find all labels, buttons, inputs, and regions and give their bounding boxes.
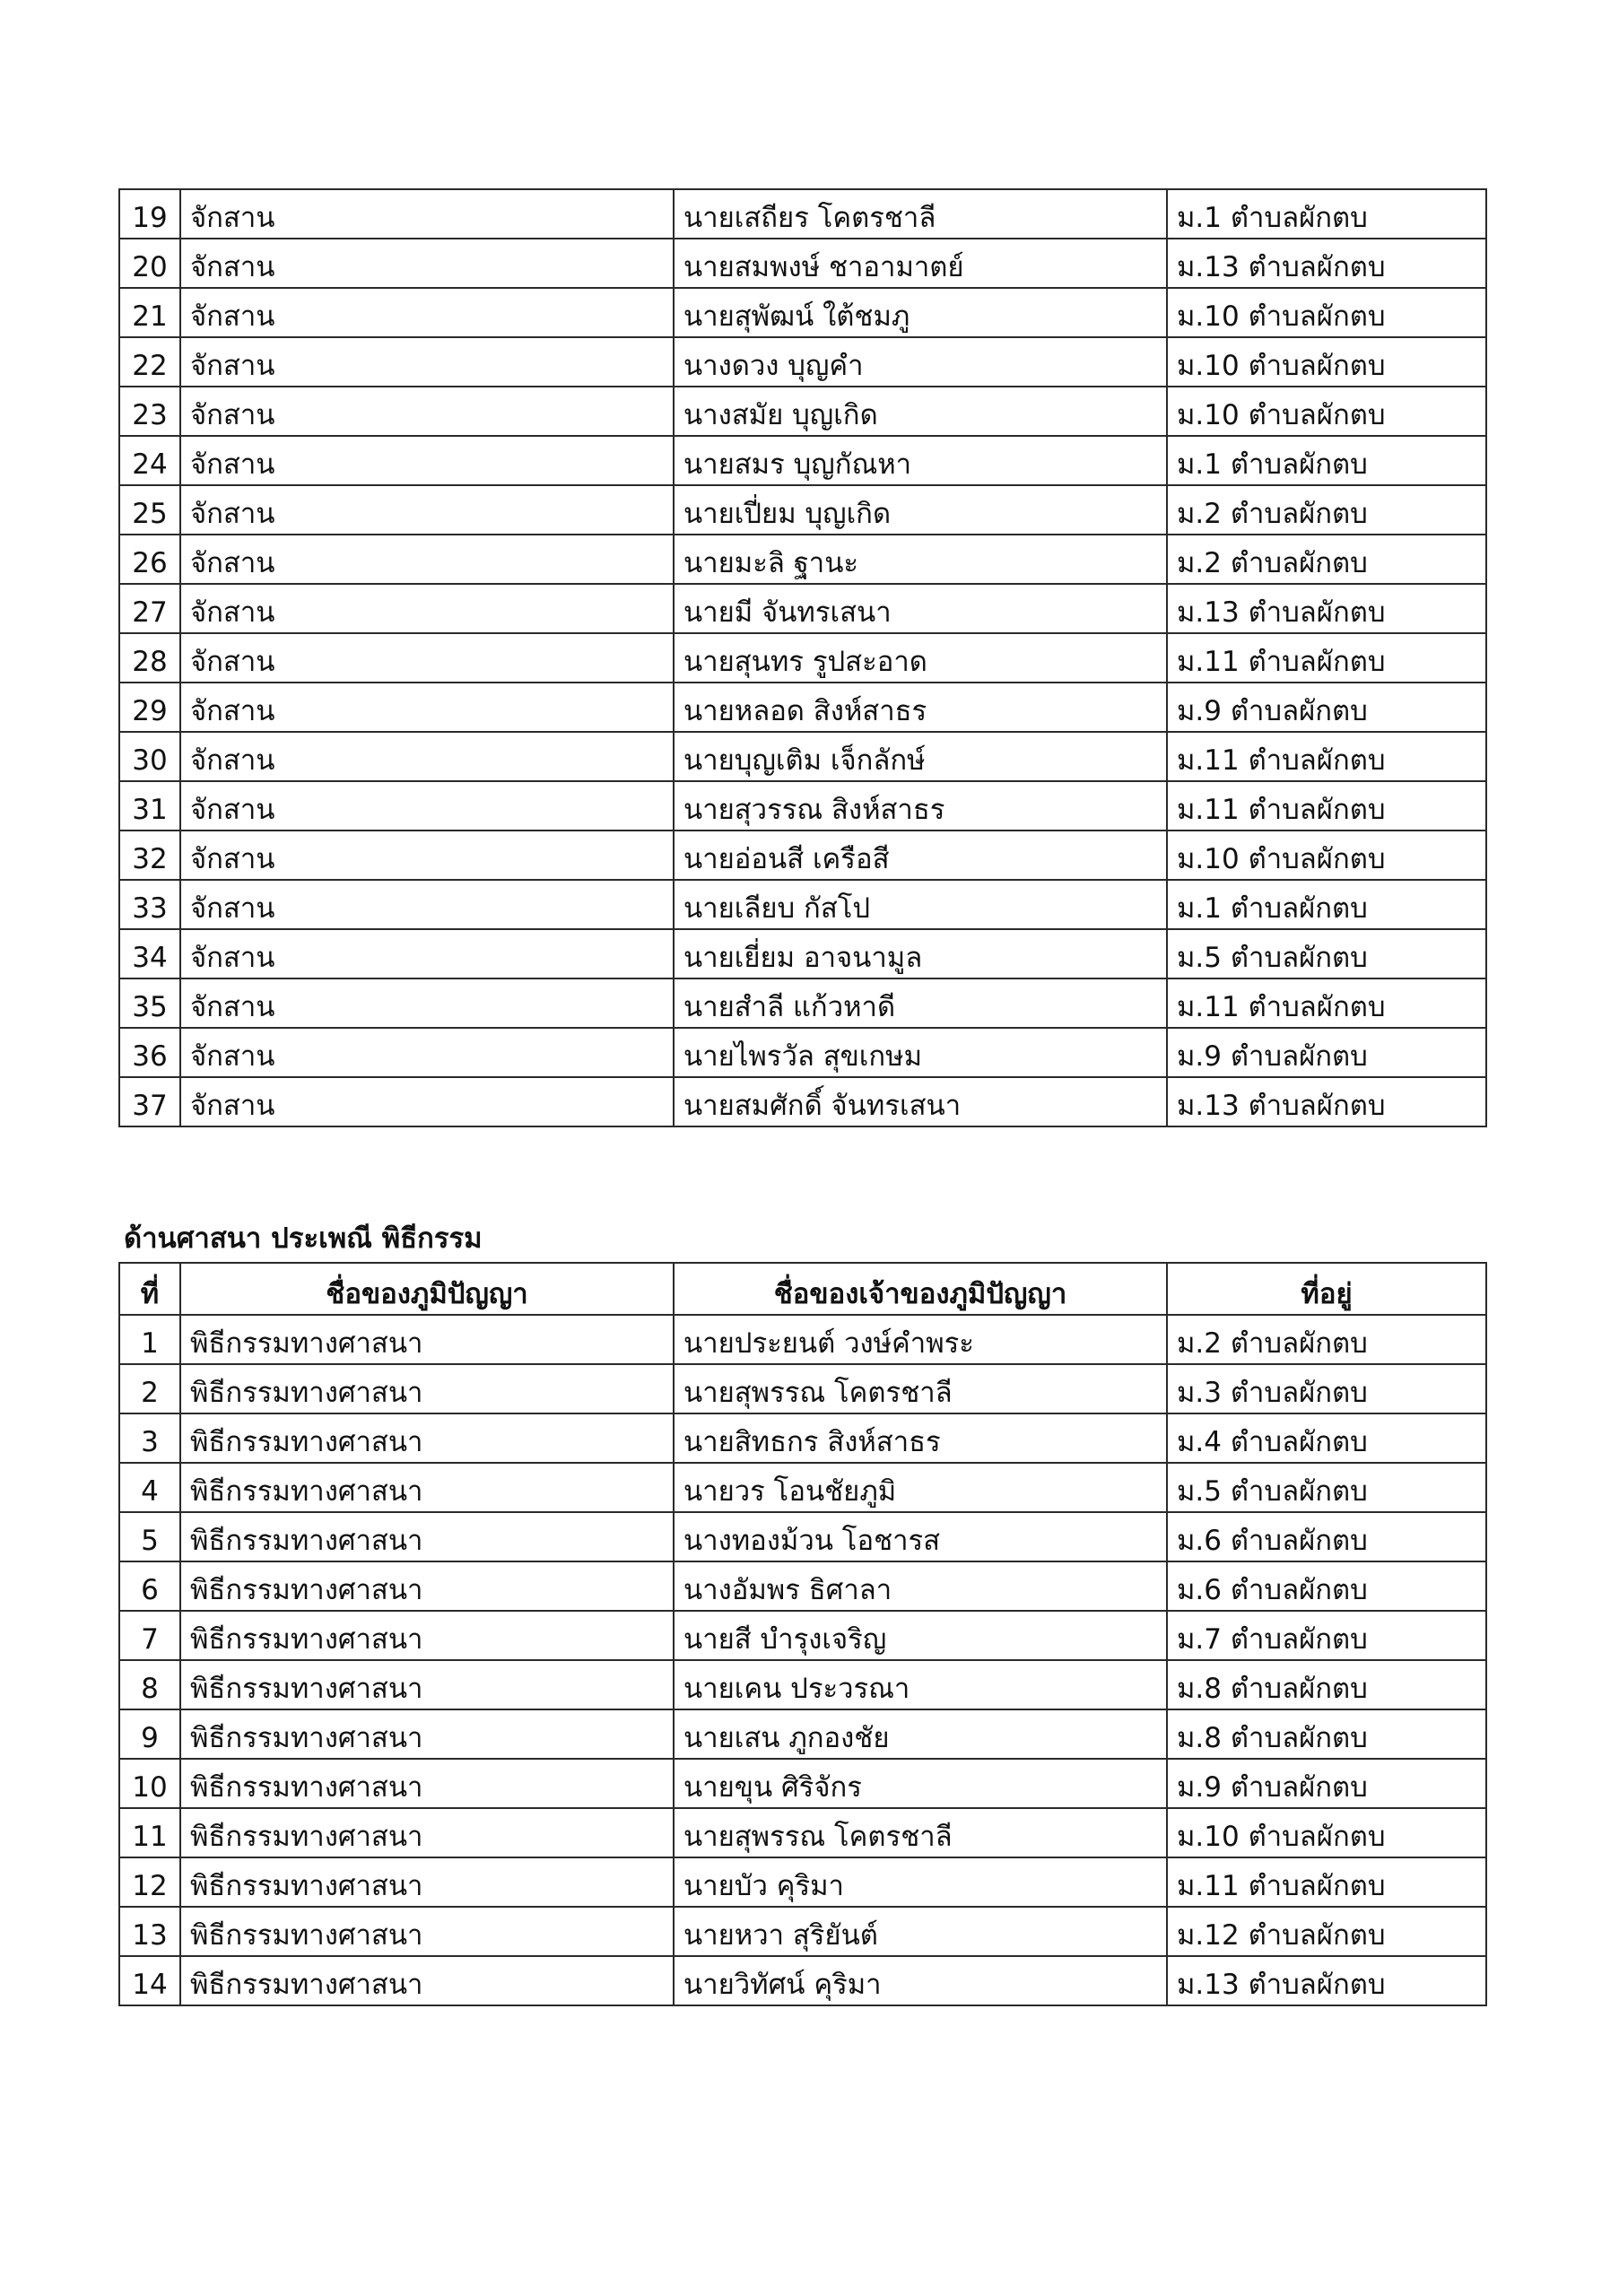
table-row bbox=[119, 239, 1486, 288]
owner-name-cell: นายสุพรรณ โคตรชาลี bbox=[674, 1808, 1167, 1857]
address-cell: ม.10 ตำบลผักตบ bbox=[1167, 387, 1486, 436]
address-cell: ม.11 ตำบลผักตบ bbox=[1167, 781, 1486, 831]
wisdom-name-cell: จักสาน bbox=[180, 584, 674, 633]
owner-name-cell: นายบัว คุริมา bbox=[674, 1857, 1167, 1907]
row-number-cell: 25 bbox=[119, 485, 180, 535]
table-row bbox=[119, 1561, 1486, 1611]
row-number-cell: 1 bbox=[119, 1315, 180, 1364]
owner-name-cell: นายมี จันทรเสนา bbox=[674, 584, 1167, 633]
wisdom-name-cell: พิธีกรรมทางศาสนา bbox=[180, 1463, 674, 1512]
owner-name-cell: นางสมัย บุญเกิด bbox=[674, 387, 1167, 436]
owner-name-cell: นายวร โอนชัยภูมิ bbox=[674, 1463, 1167, 1512]
wisdom-name-cell: จักสาน bbox=[180, 436, 674, 485]
table-row bbox=[119, 1028, 1486, 1077]
wisdom-table-crafts bbox=[118, 188, 1487, 1127]
row-number-cell: 32 bbox=[119, 831, 180, 880]
owner-name-cell: นายสมพงษ์ ชาอามาตย์ bbox=[674, 239, 1167, 288]
address-cell: ม.6 ตำบลผักตบ bbox=[1167, 1561, 1486, 1611]
row-number-cell: 31 bbox=[119, 781, 180, 831]
table-row bbox=[119, 1512, 1486, 1561]
owner-name-cell: นายสุนทร รูปสะอาด bbox=[674, 633, 1167, 683]
address-cell: ม.7 ตำบลผักตบ bbox=[1167, 1611, 1486, 1660]
owner-name-cell: นายสมศักดิ์ จันทรเสนา bbox=[674, 1077, 1167, 1126]
header-row bbox=[119, 1263, 1486, 1315]
header-address: ที่อยู่ bbox=[1167, 1263, 1486, 1315]
section-heading-religion: ด้านศาสนา ประเพณี พิธีกรรม bbox=[124, 1222, 483, 1255]
owner-name-cell: นายสมร บุญกัณหา bbox=[674, 436, 1167, 485]
wisdom-name-cell: จักสาน bbox=[180, 485, 674, 535]
address-cell: ม.2 ตำบลผักตบ bbox=[1167, 485, 1486, 535]
table-row bbox=[119, 535, 1486, 584]
table-row bbox=[119, 288, 1486, 337]
owner-name-cell: นายเสถียร โคตรชาลี bbox=[674, 189, 1167, 239]
wisdom-name-cell: พิธีกรรมทางศาสนา bbox=[180, 1709, 674, 1759]
wisdom-name-cell: พิธีกรรมทางศาสนา bbox=[180, 1611, 674, 1660]
owner-name-cell: นายเลียบ กัสโป bbox=[674, 880, 1167, 929]
address-cell: ม.3 ตำบลผักตบ bbox=[1167, 1364, 1486, 1413]
owner-name-cell: นายเสน ภูกองชัย bbox=[674, 1709, 1167, 1759]
owner-name-cell: นายขุน ศิริจักร bbox=[674, 1759, 1167, 1808]
wisdom-name-cell: พิธีกรรมทางศาสนา bbox=[180, 1759, 674, 1808]
owner-name-cell: นายหวา สุริยันต์ bbox=[674, 1907, 1167, 1956]
row-number-cell: 37 bbox=[119, 1077, 180, 1126]
table-row bbox=[119, 1660, 1486, 1709]
header-owner-name: ชื่อของเจ้าของภูมิปัญญา bbox=[674, 1263, 1167, 1315]
address-cell: ม.5 ตำบลผักตบ bbox=[1167, 1463, 1486, 1512]
address-cell: ม.8 ตำบลผักตบ bbox=[1167, 1660, 1486, 1709]
wisdom-name-cell: พิธีกรรมทางศาสนา bbox=[180, 1512, 674, 1561]
table-row bbox=[119, 633, 1486, 683]
row-number-cell: 7 bbox=[119, 1611, 180, 1660]
table-row bbox=[119, 978, 1486, 1028]
address-cell: ม.9 ตำบลผักตบ bbox=[1167, 1028, 1486, 1077]
owner-name-cell: นายหลอด สิงห์สาธร bbox=[674, 683, 1167, 732]
table-row bbox=[119, 436, 1486, 485]
table-row bbox=[119, 584, 1486, 633]
owner-name-cell: นางดวง บุญคำ bbox=[674, 337, 1167, 387]
wisdom-name-cell: จักสาน bbox=[180, 288, 674, 337]
header-wisdom-name: ชื่อของภูมิปัญญา bbox=[180, 1263, 674, 1315]
row-number-cell: 29 bbox=[119, 683, 180, 732]
wisdom-name-cell: พิธีกรรมทางศาสนา bbox=[180, 1956, 674, 2005]
address-cell: ม.2 ตำบลผักตบ bbox=[1167, 535, 1486, 584]
wisdom-name-cell: จักสาน bbox=[180, 732, 674, 781]
table-row bbox=[119, 929, 1486, 978]
row-number-cell: 3 bbox=[119, 1413, 180, 1463]
wisdom-name-cell: พิธีกรรมทางศาสนา bbox=[180, 1660, 674, 1709]
address-cell: ม.13 ตำบลผักตบ bbox=[1167, 239, 1486, 288]
owner-name-cell: นายไพรวัล สุขเกษม bbox=[674, 1028, 1167, 1077]
wisdom-name-cell: จักสาน bbox=[180, 831, 674, 880]
table-row bbox=[119, 485, 1486, 535]
address-cell: ม.1 ตำบลผักตบ bbox=[1167, 189, 1486, 239]
address-cell: ม.13 ตำบลผักตบ bbox=[1167, 1956, 1486, 2005]
wisdom-name-cell: พิธีกรรมทางศาสนา bbox=[180, 1907, 674, 1956]
address-cell: ม.13 ตำบลผักตบ bbox=[1167, 1077, 1486, 1126]
wisdom-name-cell: จักสาน bbox=[180, 189, 674, 239]
table-row bbox=[119, 189, 1486, 239]
address-cell: ม.8 ตำบลผักตบ bbox=[1167, 1709, 1486, 1759]
row-number-cell: 23 bbox=[119, 387, 180, 436]
row-number-cell: 21 bbox=[119, 288, 180, 337]
table-row bbox=[119, 1907, 1486, 1956]
owner-name-cell: นายสุพัฒน์ ใต้ชมภู bbox=[674, 288, 1167, 337]
row-number-cell: 19 bbox=[119, 189, 180, 239]
row-number-cell: 13 bbox=[119, 1907, 180, 1956]
table-row bbox=[119, 1857, 1486, 1907]
wisdom-name-cell: จักสาน bbox=[180, 781, 674, 831]
wisdom-name-cell: จักสาน bbox=[180, 239, 674, 288]
row-number-cell: 36 bbox=[119, 1028, 180, 1077]
table-row bbox=[119, 1611, 1486, 1660]
table-row bbox=[119, 1413, 1486, 1463]
row-number-cell: 35 bbox=[119, 978, 180, 1028]
table-row bbox=[119, 732, 1486, 781]
wisdom-name-cell: พิธีกรรมทางศาสนา bbox=[180, 1364, 674, 1413]
wisdom-name-cell: จักสาน bbox=[180, 1028, 674, 1077]
row-number-cell: 26 bbox=[119, 535, 180, 584]
row-number-cell: 24 bbox=[119, 436, 180, 485]
owner-name-cell: นายมะลิ ฐานะ bbox=[674, 535, 1167, 584]
owner-name-cell: นายสุวรรณ สิงห์สาธร bbox=[674, 781, 1167, 831]
wisdom-name-cell: พิธีกรรมทางศาสนา bbox=[180, 1857, 674, 1907]
row-number-cell: 28 bbox=[119, 633, 180, 683]
owner-name-cell: นายเปี่ยม บุญเกิด bbox=[674, 485, 1167, 535]
wisdom-table-religion-body bbox=[119, 1315, 1486, 2005]
owner-name-cell: นายสี บำรุงเจริญ bbox=[674, 1611, 1167, 1660]
wisdom-table-crafts-body bbox=[119, 189, 1486, 1126]
wisdom-name-cell: จักสาน bbox=[180, 535, 674, 584]
address-cell: ม.10 ตำบลผักตบ bbox=[1167, 831, 1486, 880]
owner-name-cell: นายวิทัศน์ คุริมา bbox=[674, 1956, 1167, 2005]
address-cell: ม.11 ตำบลผักตบ bbox=[1167, 978, 1486, 1028]
row-number-cell: 14 bbox=[119, 1956, 180, 2005]
table-row bbox=[119, 1808, 1486, 1857]
address-cell: ม.6 ตำบลผักตบ bbox=[1167, 1512, 1486, 1561]
row-number-cell: 9 bbox=[119, 1709, 180, 1759]
address-cell: ม.4 ตำบลผักตบ bbox=[1167, 1413, 1486, 1463]
owner-name-cell: นายสำลี แก้วหาดี bbox=[674, 978, 1167, 1028]
wisdom-name-cell: จักสาน bbox=[180, 929, 674, 978]
wisdom-name-cell: จักสาน bbox=[180, 880, 674, 929]
table-row bbox=[119, 1956, 1486, 2005]
owner-name-cell: นายสิทธกร สิงห์สาธร bbox=[674, 1413, 1167, 1463]
wisdom-name-cell: จักสาน bbox=[180, 337, 674, 387]
row-number-cell: 33 bbox=[119, 880, 180, 929]
address-cell: ม.5 ตำบลผักตบ bbox=[1167, 929, 1486, 978]
row-number-cell: 34 bbox=[119, 929, 180, 978]
owner-name-cell: นางทองม้วน โอชารส bbox=[674, 1512, 1167, 1561]
address-cell: ม.10 ตำบลผักตบ bbox=[1167, 337, 1486, 387]
table-row bbox=[119, 1364, 1486, 1413]
table-row bbox=[119, 683, 1486, 732]
row-number-cell: 12 bbox=[119, 1857, 180, 1907]
row-number-cell: 10 bbox=[119, 1759, 180, 1808]
wisdom-name-cell: จักสาน bbox=[180, 978, 674, 1028]
owner-name-cell: นายอ่อนสี เครือสี bbox=[674, 831, 1167, 880]
wisdom-name-cell: พิธีกรรมทางศาสนา bbox=[180, 1808, 674, 1857]
table-row bbox=[119, 1077, 1486, 1126]
wisdom-name-cell: จักสาน bbox=[180, 633, 674, 683]
address-cell: ม.9 ตำบลผักตบ bbox=[1167, 1759, 1486, 1808]
row-number-cell: 22 bbox=[119, 337, 180, 387]
table-row bbox=[119, 1759, 1486, 1808]
address-cell: ม.1 ตำบลผักตบ bbox=[1167, 880, 1486, 929]
owner-name-cell: นายประยนต์ วงษ์คำพระ bbox=[674, 1315, 1167, 1364]
wisdom-name-cell: พิธีกรรมทางศาสนา bbox=[180, 1413, 674, 1463]
row-number-cell: 6 bbox=[119, 1561, 180, 1611]
table-row bbox=[119, 337, 1486, 387]
owner-name-cell: นายเคน ประวรณา bbox=[674, 1660, 1167, 1709]
table-row bbox=[119, 1709, 1486, 1759]
table-row bbox=[119, 387, 1486, 436]
address-cell: ม.12 ตำบลผักตบ bbox=[1167, 1907, 1486, 1956]
table-row bbox=[119, 880, 1486, 929]
table-row bbox=[119, 1315, 1486, 1364]
address-cell: ม.13 ตำบลผักตบ bbox=[1167, 584, 1486, 633]
address-cell: ม.9 ตำบลผักตบ bbox=[1167, 683, 1486, 732]
address-cell: ม.11 ตำบลผักตบ bbox=[1167, 633, 1486, 683]
address-cell: ม.10 ตำบลผักตบ bbox=[1167, 1808, 1486, 1857]
wisdom-name-cell: พิธีกรรมทางศาสนา bbox=[180, 1561, 674, 1611]
row-number-cell: 5 bbox=[119, 1512, 180, 1561]
wisdom-name-cell: จักสาน bbox=[180, 387, 674, 436]
address-cell: ม.2 ตำบลผักตบ bbox=[1167, 1315, 1486, 1364]
row-number-cell: 27 bbox=[119, 584, 180, 633]
header-no: ที่ bbox=[119, 1263, 180, 1315]
row-number-cell: 20 bbox=[119, 239, 180, 288]
wisdom-table-religion bbox=[118, 1262, 1487, 2006]
address-cell: ม.1 ตำบลผักตบ bbox=[1167, 436, 1486, 485]
address-cell: ม.10 ตำบลผักตบ bbox=[1167, 288, 1486, 337]
owner-name-cell: นางอัมพร ธิศาลา bbox=[674, 1561, 1167, 1611]
table-row bbox=[119, 1463, 1486, 1512]
row-number-cell: 30 bbox=[119, 732, 180, 781]
wisdom-name-cell: พิธีกรรมทางศาสนา bbox=[180, 1315, 674, 1364]
wisdom-table-religion-header bbox=[119, 1263, 1486, 1315]
table-row bbox=[119, 781, 1486, 831]
row-number-cell: 2 bbox=[119, 1364, 180, 1413]
owner-name-cell: นายบุญเติม เจ็กลักษ์ bbox=[674, 732, 1167, 781]
row-number-cell: 8 bbox=[119, 1660, 180, 1709]
address-cell: ม.11 ตำบลผักตบ bbox=[1167, 1857, 1486, 1907]
address-cell: ม.11 ตำบลผักตบ bbox=[1167, 732, 1486, 781]
wisdom-name-cell: จักสาน bbox=[180, 683, 674, 732]
table-row bbox=[119, 831, 1486, 880]
row-number-cell: 11 bbox=[119, 1808, 180, 1857]
owner-name-cell: นายเยี่ยม อาจนามูล bbox=[674, 929, 1167, 978]
wisdom-name-cell: จักสาน bbox=[180, 1077, 674, 1126]
row-number-cell: 4 bbox=[119, 1463, 180, 1512]
owner-name-cell: นายสุพรรณ โคตรชาลี bbox=[674, 1364, 1167, 1413]
